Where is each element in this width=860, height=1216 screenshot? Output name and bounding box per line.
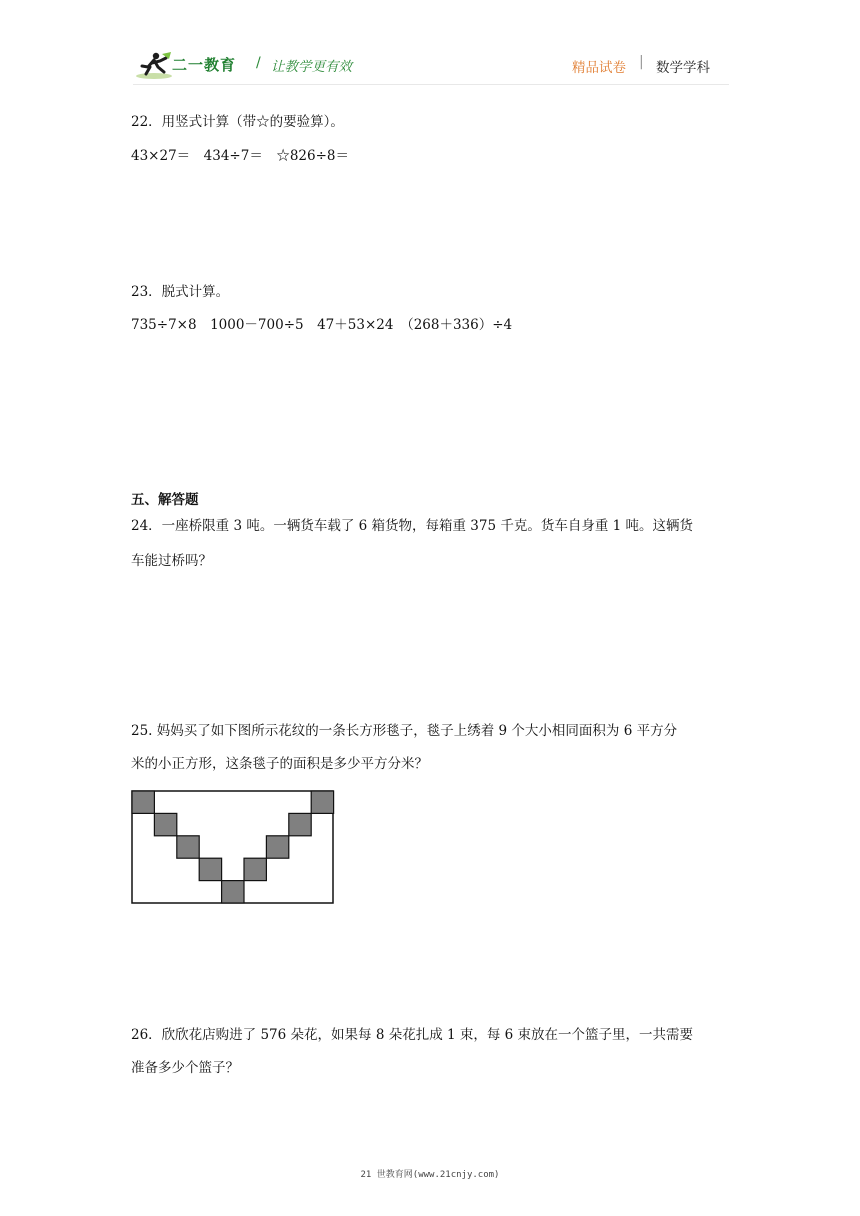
rug-square xyxy=(154,813,176,835)
logo-text: 二一教育 xyxy=(172,56,237,74)
page-header xyxy=(0,0,860,90)
question-22-title: 22．用竖式计算（带☆的要验算）。 xyxy=(131,114,344,130)
question-23-content: 735÷7×8 1000－700÷5 47＋53×24 （268＋336）÷4 xyxy=(131,317,513,333)
question-25-line-2: 米的小正方形，这条毯子的面积是多少平方分米？ xyxy=(131,756,428,772)
rug-square xyxy=(222,881,244,903)
rug-square xyxy=(177,836,199,858)
section-5-heading: 五、解答题 xyxy=(131,492,199,508)
question-22-content: 43×27＝ 434÷7＝ ☆826÷8＝ xyxy=(131,148,350,164)
runner-logo-icon xyxy=(134,50,174,80)
rug-figure xyxy=(131,790,335,909)
rug-square xyxy=(311,791,333,813)
rug-square xyxy=(132,791,154,813)
rug-square xyxy=(244,858,266,880)
question-26-line-2: 准备多少个篮子？ xyxy=(131,1060,239,1076)
rug-square xyxy=(199,858,221,880)
rug-square xyxy=(289,813,311,835)
slogan-separator: / xyxy=(256,55,261,71)
rug-square xyxy=(266,836,288,858)
slogan: 让教学更有效 xyxy=(271,59,352,75)
question-25-line-1: 25. 妈妈买了如下图所示花纹的一条长方形毯子，毯子上绣着 9 个大小相同面积为 6 平方分 xyxy=(131,723,678,739)
header-tag-exam: 精品试卷 xyxy=(572,60,626,76)
rug-pattern-diagram xyxy=(131,790,335,905)
header-tag-subject: 数学学科 xyxy=(656,60,710,76)
header-divider xyxy=(133,84,729,85)
question-26-line-1: 26．欣欣花店购进了 576 朵花，如果每 8 朵花扎成 1 束，每 6 束放在一个篮子里，一共需要 xyxy=(131,1027,694,1043)
question-23-title: 23．脱式计算。 xyxy=(131,284,230,300)
header-tag-separator: | xyxy=(639,54,644,70)
question-24-line-1: 24．一座桥限重 3 吨。一辆货车载了 6 箱货物，每箱重 375 千克。货车自身重 1 吨。这辆货 xyxy=(131,518,694,534)
question-24-line-2: 车能过桥吗？ xyxy=(131,553,212,569)
page-footer: 21 世教育网(www.21cnjy.com) xyxy=(360,1170,500,1180)
